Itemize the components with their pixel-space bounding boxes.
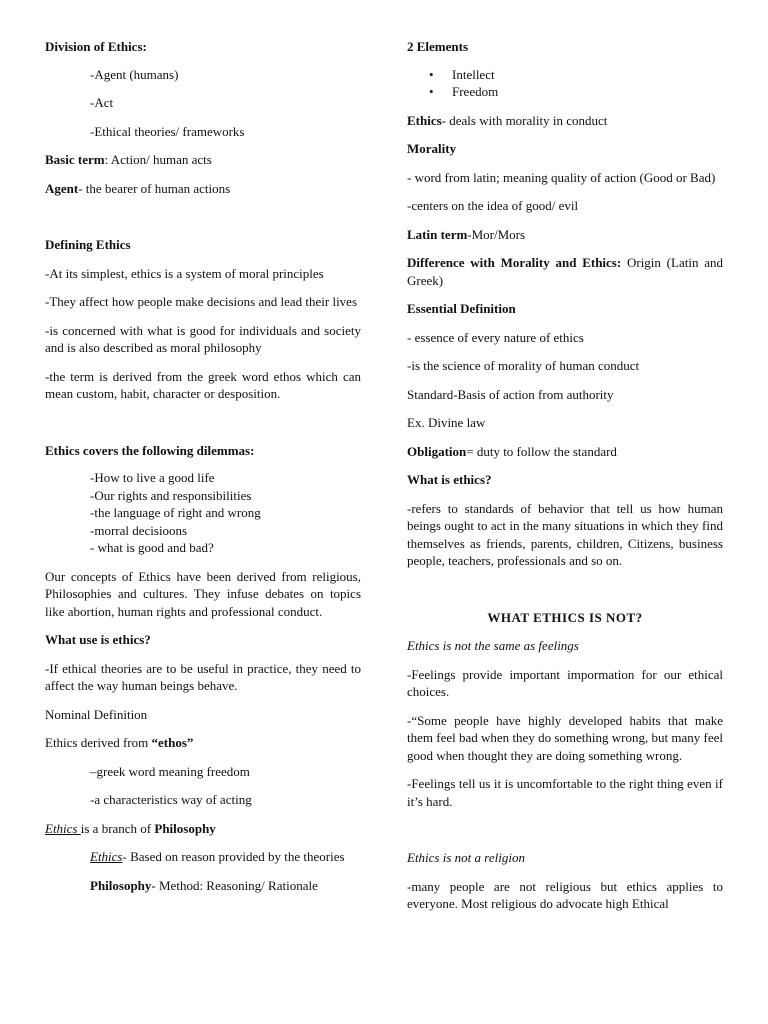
dilemma-item: -How to live a good life xyxy=(90,470,215,485)
philosophy-line: Philosophy- Method: Reasoning/ Rationale xyxy=(90,877,318,893)
feelings-para: -Feelings provide important impormation for our ethical choices. xyxy=(407,666,723,699)
defining-para: -They affect how people make decisions and lead their lives xyxy=(45,294,358,309)
ethos-line: Ethics derived from “ethos” xyxy=(45,735,194,750)
dilemmas-title: Ethics covers the following dilemmas: xyxy=(45,442,255,458)
branch-line: Ethics is a branch of Philosophy xyxy=(45,820,216,836)
dilemma-item: -Our rights and responsibilities xyxy=(90,487,252,503)
what-ethics-is-not-title: WHAT ETHICS IS NOT? xyxy=(487,609,643,625)
what-is-ethics-para: -refers to standards of behavior that tell us how human beings ought to act in the many situations in which they find themselves as friends, parents, children, Citizens, business people, teachers, professionals and so on. xyxy=(407,500,723,568)
nominal-definition: Nominal Definition xyxy=(45,706,148,722)
what-use-para: -If ethical theories are to be useful in practice, they need to affect the way human beings behave. xyxy=(45,660,361,693)
left-column xyxy=(45,38,361,894)
feelings-para: -Feelings tell us it is uncomfortable to the right thing even if it’s hard. xyxy=(407,776,723,809)
defining-ethics-title: Defining Ethics xyxy=(45,237,131,252)
ethos-item: –greek word meaning freedom xyxy=(90,763,250,779)
element-item: • Freedom xyxy=(407,83,723,101)
dilemma-item: - what is good and bad? xyxy=(90,540,214,555)
elements-title: 2 Elements xyxy=(407,39,469,54)
division-item: -Ethical theories/ frameworks xyxy=(90,123,245,139)
basic-term: Basic term: Action/ human acts xyxy=(45,152,212,167)
morality-para: -centers on the idea of good/ evil xyxy=(407,198,579,213)
obligation-line: Obligation= duty to follow the standard xyxy=(407,443,617,459)
religion-subtitle: Ethics is not a religion xyxy=(407,850,525,865)
difference-line: Difference with Morality and Ethics: Origin (Latin and Greek) xyxy=(407,255,723,288)
essential-para: Ex. Divine law xyxy=(407,415,486,430)
division-item: -Act xyxy=(90,95,114,110)
elements-list xyxy=(407,66,723,101)
concepts-para: Our concepts of Ethics have been derived from religious, Philosophies and cultures. They infuse debates on topics like abortion, human rights and professional conduct. xyxy=(45,568,361,619)
feelings-para: -“Some people have highly developed habits that make them feel bad when they do something wrong, but many feel good when thought they are doing something wrong. xyxy=(407,712,723,763)
defining-para: -At its simplest, ethics is a system of moral principles xyxy=(45,265,324,281)
essential-para: - essence of every nature of ethics xyxy=(407,329,584,345)
defining-para: -is concerned with what is good for individuals and society and is also described as moral philosophy xyxy=(45,322,361,355)
ethics-definition: Ethics- deals with morality in conduct xyxy=(407,112,608,128)
division-title: Division of Ethics: xyxy=(45,39,147,54)
what-use-title: What use is ethics? xyxy=(45,632,151,647)
division-item: -Agent (humans) xyxy=(90,66,179,82)
essential-para: -is the science of morality of human conduct xyxy=(407,358,640,373)
morality-para: - word from latin; meaning quality of action (Good or Bad) xyxy=(407,169,716,185)
what-is-ethics-title: What is ethics? xyxy=(407,472,492,487)
religion-para: -many people are not religious but ethics applies to everyone. Most religious do advocate high Ethical xyxy=(407,878,723,911)
morality-title: Morality xyxy=(407,141,457,156)
ethos-item: -a characteristics way of acting xyxy=(90,792,252,807)
right-column xyxy=(407,38,723,913)
defining-para: -the term is derived from the greek word ethos which can mean custom, habit, character or desposition. xyxy=(45,368,361,401)
dilemma-item: -the language of right and wrong xyxy=(90,505,261,520)
element-item: • Intellect xyxy=(407,66,723,84)
agent-definition: Agent- the bearer of human actions xyxy=(45,180,231,196)
essential-title: Essential Definition xyxy=(407,301,516,316)
based-on-reason: Ethics- Based on reason provided by the theories xyxy=(90,849,345,864)
latin-term: Latin term-Mor/Mors xyxy=(407,226,526,242)
dilemma-item: -morral decisioons xyxy=(90,522,188,538)
feelings-subtitle: Ethics is not the same as feelings xyxy=(407,638,579,653)
essential-para: Standard-Basis of action from authority xyxy=(407,386,614,402)
